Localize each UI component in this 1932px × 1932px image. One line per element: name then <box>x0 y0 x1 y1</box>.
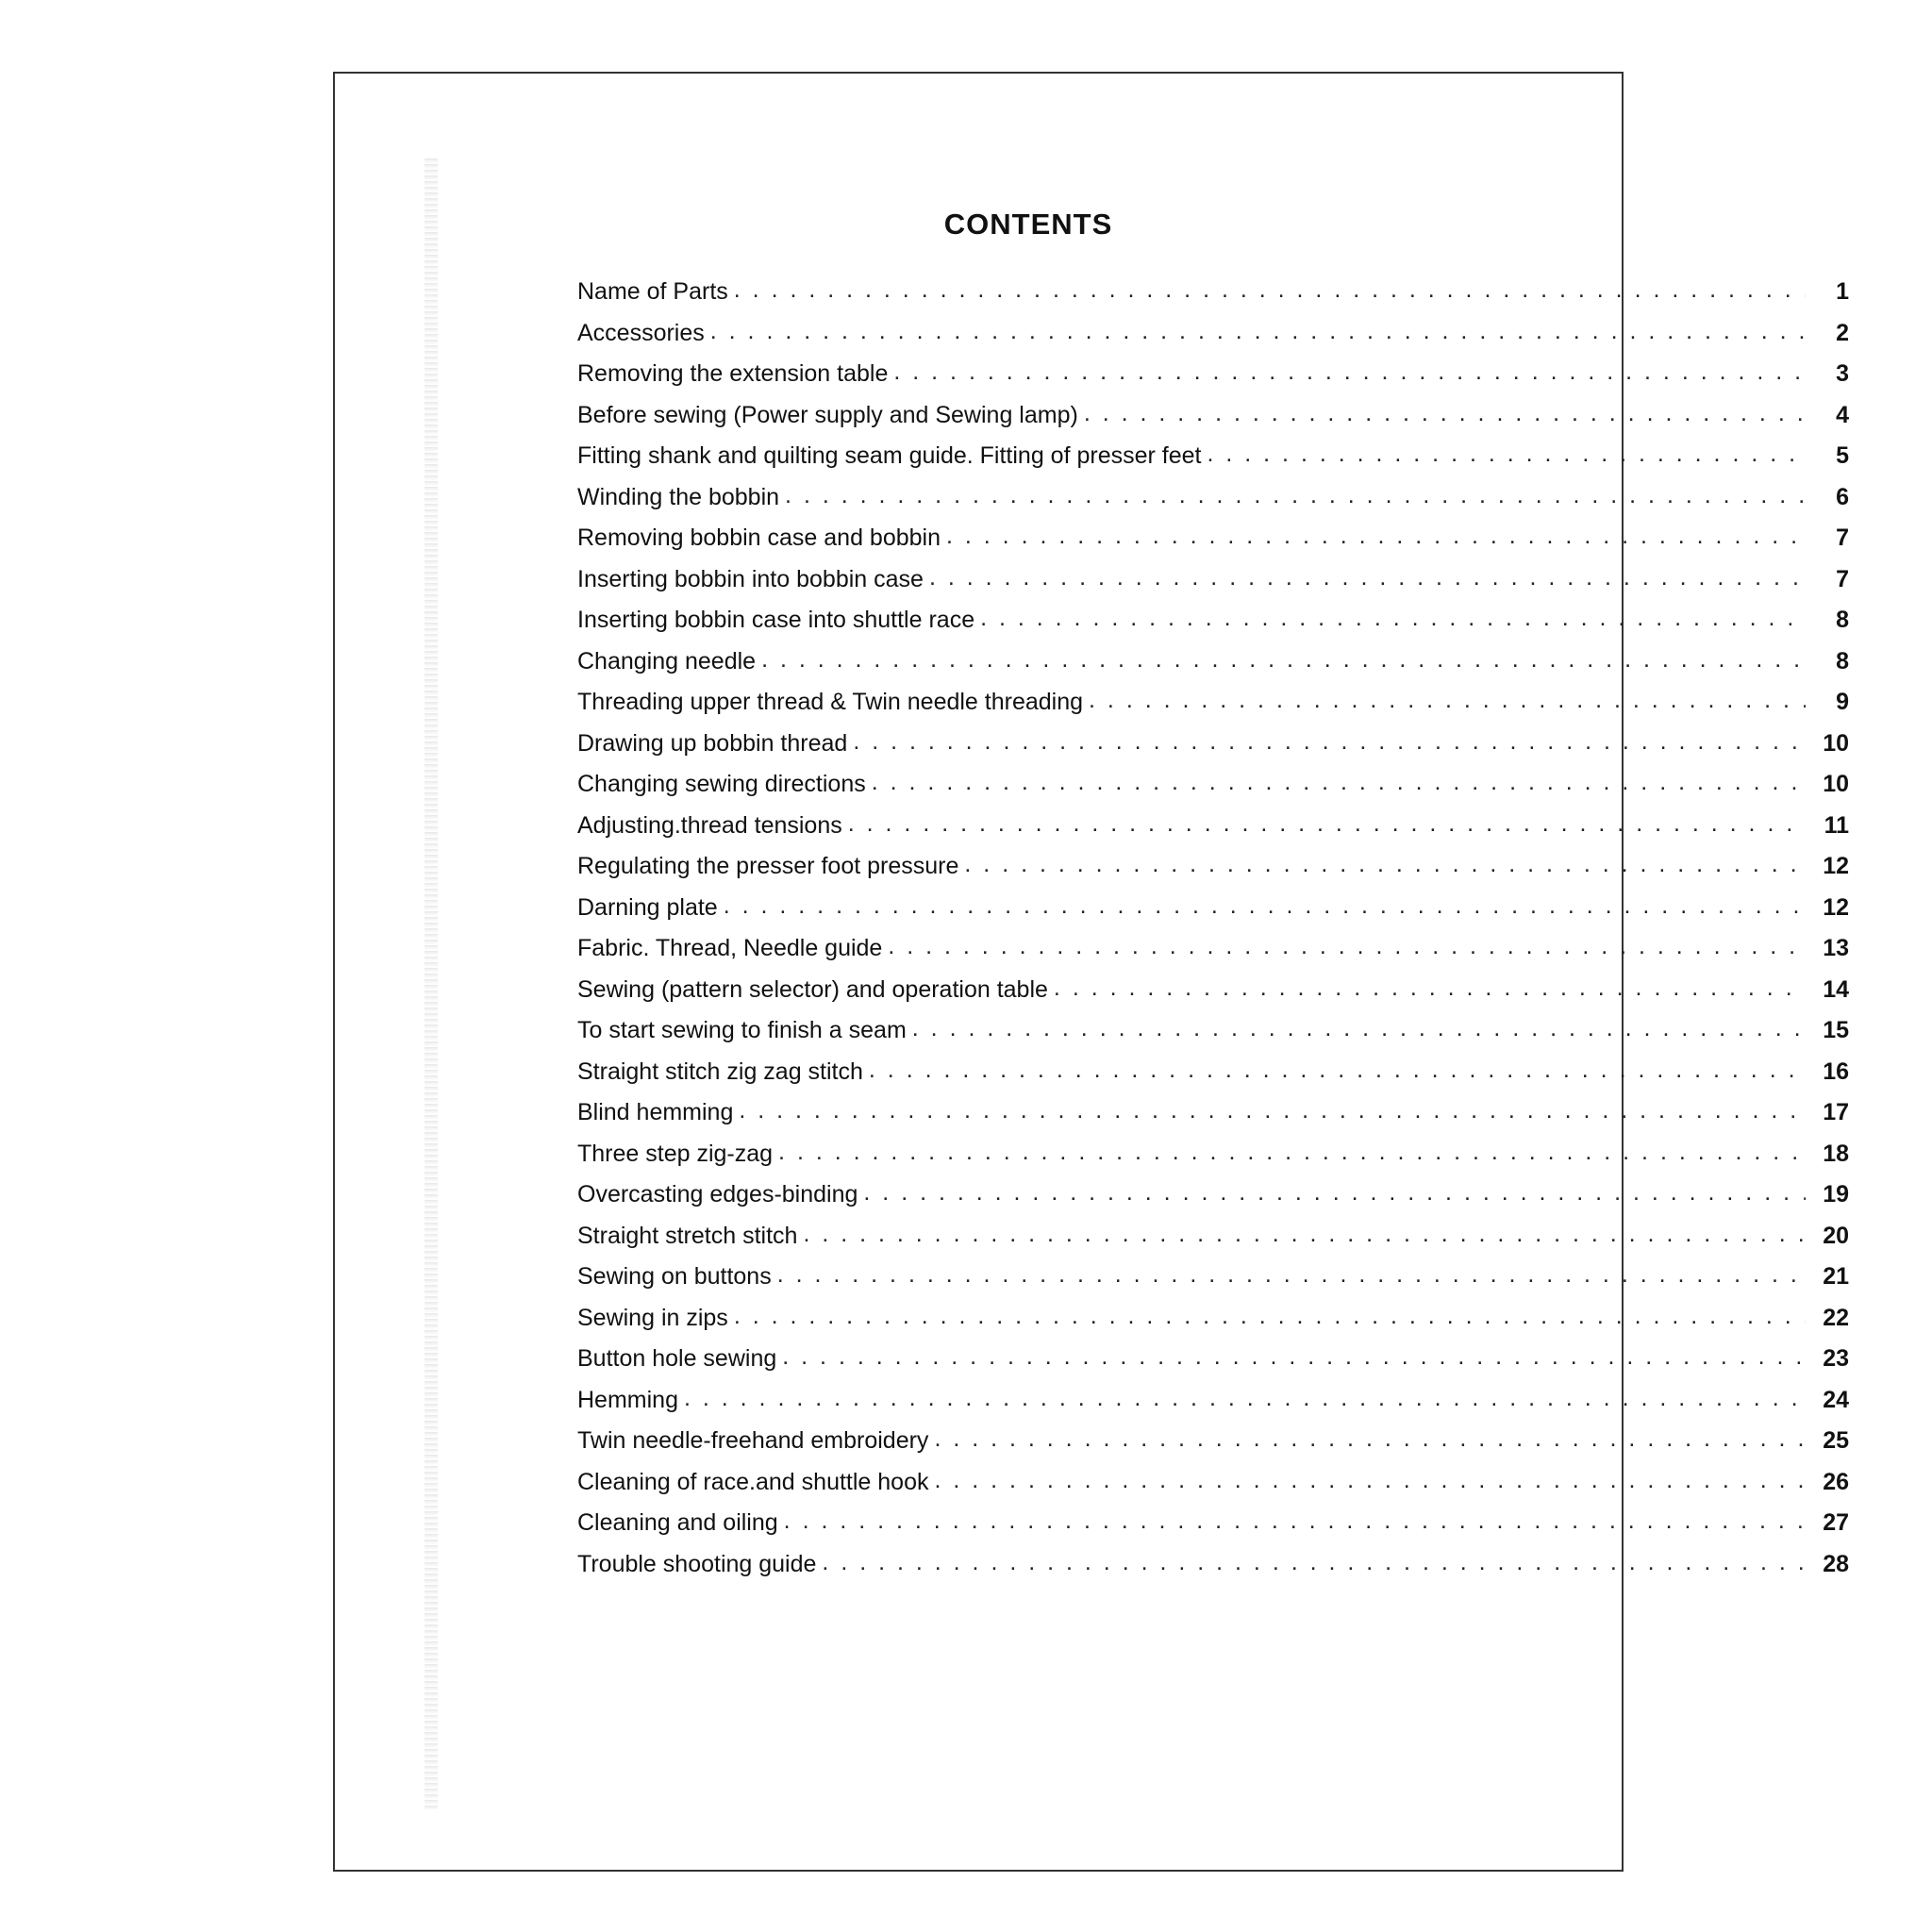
toc-entry <box>577 402 1849 443</box>
toc-entry-label: Adjusting.thread tensions <box>577 811 842 839</box>
toc-entry <box>577 894 1849 936</box>
toc-dot-leader <box>710 318 1806 345</box>
toc-dot-leader <box>912 1015 1806 1042</box>
toc-dot-leader <box>872 769 1806 796</box>
toc-dot-leader <box>784 1507 1806 1535</box>
toc-entry-page-number: 7 <box>1836 525 1849 551</box>
toc-entry-label: Changing sewing directions <box>577 771 866 797</box>
toc-dot-leader <box>929 564 1806 591</box>
toc-entry-label: Threading upper thread & Twin needle threading <box>577 689 1084 715</box>
toc-entry <box>577 607 1849 648</box>
toc-dot-leader <box>934 1467 1806 1494</box>
toc-dot-leader <box>739 1097 1806 1124</box>
toc-entry-page-number: 22 <box>1823 1304 1849 1331</box>
toc-entry <box>577 1305 1849 1346</box>
toc-entry <box>577 812 1849 854</box>
toc-dot-leader <box>724 892 1806 920</box>
toc-dot-leader <box>1207 441 1806 468</box>
toc-entry-page-number: 15 <box>1823 1017 1849 1043</box>
toc-entry-label: Sewing in zips <box>577 1304 728 1331</box>
toc-entry-label: Name of Parts <box>577 278 728 305</box>
toc-entry-page-number: 3 <box>1836 360 1849 387</box>
toc-entry-label: Fabric. Thread, Needle guide <box>577 935 883 961</box>
toc-entry <box>577 1017 1849 1058</box>
toc-entry-page-number: 8 <box>1836 647 1849 675</box>
toc-entry-label: Overcasting edges-binding <box>577 1181 858 1208</box>
toc-dot-leader <box>734 1303 1806 1330</box>
toc-entry-page-number: 25 <box>1823 1427 1849 1454</box>
toc-entry-page-number: 5 <box>1836 442 1849 469</box>
toc-entry-label: Three step zig-zag <box>577 1140 774 1167</box>
toc-entry <box>577 1551 1849 1592</box>
toc-entry-label: Removing the extension table <box>577 360 889 387</box>
toc-entry <box>577 689 1849 730</box>
toc-entry-label: Darning plate <box>577 893 718 921</box>
toc-entry-page-number: 12 <box>1823 853 1849 879</box>
toc-dot-leader <box>1084 400 1806 427</box>
toc-entry <box>577 1469 1849 1510</box>
toc-entry-label: Twin needle-freehand embroidery <box>577 1427 929 1454</box>
toc-entry-page-number: 27 <box>1823 1509 1849 1536</box>
toc-entry-page-number: 10 <box>1823 771 1849 797</box>
toc-dot-leader <box>777 1261 1806 1289</box>
toc-dot-leader <box>761 646 1806 674</box>
toc-dot-leader <box>1089 687 1806 714</box>
toc-entry-page-number: 18 <box>1823 1140 1849 1167</box>
toc-entry-label: Straight stitch zig zag stitch <box>577 1058 863 1085</box>
toc-entry-page-number: 13 <box>1823 935 1849 961</box>
toc-entry-page-number: 14 <box>1823 975 1849 1003</box>
toc-entry-label: Winding the bobbin <box>577 483 780 510</box>
toc-entry <box>577 935 1849 976</box>
toc-entry <box>577 1387 1849 1428</box>
toc-entry-label: Accessories <box>577 319 705 346</box>
toc-entry-page-number: 23 <box>1823 1345 1849 1372</box>
toc-entry-label: Changing needle <box>577 647 757 675</box>
toc-entry <box>577 1345 1849 1387</box>
document-page <box>333 72 1849 1872</box>
toc-entry-label: Removing bobbin case and bobbin <box>577 525 941 551</box>
toc-entry-label: Fitting shank and quilting seam guide. Fitting of presser feet <box>577 442 1202 469</box>
toc-entry-page-number: 11 <box>1824 811 1849 839</box>
toc-entry <box>577 566 1849 608</box>
toc-entry-page-number: 17 <box>1823 1099 1849 1125</box>
toc-dot-leader <box>964 851 1806 878</box>
table-of-contents <box>577 278 1849 1591</box>
toc-entry <box>577 1141 1849 1182</box>
toc-entry-label: Before sewing (Power supply and Sewing lamp) <box>577 401 1078 428</box>
toc-entry-page-number: 20 <box>1823 1222 1849 1249</box>
toc-dot-leader <box>785 482 1806 509</box>
toc-entry <box>577 442 1849 484</box>
toc-entry <box>577 1509 1849 1551</box>
toc-entry-page-number: 8 <box>1836 607 1849 633</box>
toc-dot-leader <box>893 358 1806 386</box>
toc-entry <box>577 525 1849 566</box>
toc-entry-page-number: 16 <box>1823 1058 1849 1085</box>
toc-dot-leader <box>734 276 1806 304</box>
toc-entry <box>577 360 1849 402</box>
toc-entry-page-number: 10 <box>1823 729 1849 757</box>
toc-entry-page-number: 7 <box>1836 565 1849 592</box>
toc-entry-page-number: 28 <box>1823 1550 1849 1577</box>
toc-dot-leader <box>863 1179 1806 1207</box>
toc-entry <box>577 1427 1849 1469</box>
toc-entry <box>577 853 1849 894</box>
toc-entry <box>577 1181 1849 1223</box>
toc-entry-page-number: 1 <box>1836 278 1849 305</box>
toc-entry <box>577 320 1849 361</box>
toc-dot-leader <box>934 1425 1806 1453</box>
toc-dot-leader <box>684 1385 1806 1412</box>
toc-entry <box>577 1058 1849 1100</box>
toc-dot-leader <box>853 728 1806 756</box>
toc-entry <box>577 730 1849 772</box>
toc-entry-page-number: 24 <box>1823 1386 1849 1413</box>
scan-binding-shadow <box>425 158 438 1809</box>
toc-entry-label: Button hole sewing <box>577 1345 777 1372</box>
toc-entry-label: Sewing (pattern selector) and operation table <box>577 975 1048 1003</box>
toc-dot-leader <box>803 1221 1806 1248</box>
toc-entry-label: Trouble shooting guide <box>577 1550 817 1577</box>
toc-entry-label: Straight stretch stitch <box>577 1222 798 1249</box>
toc-dot-leader <box>888 933 1806 960</box>
toc-dot-leader <box>1054 974 1806 1002</box>
toc-entry <box>577 1223 1849 1264</box>
toc-entry-label: Inserting bobbin into bobbin case <box>577 565 924 592</box>
toc-entry-page-number: 19 <box>1823 1181 1849 1208</box>
toc-entry-label: Regulating the presser foot pressure <box>577 853 959 879</box>
toc-dot-leader <box>822 1549 1806 1576</box>
toc-entry <box>577 484 1849 525</box>
toc-entry-label: Hemming <box>577 1386 678 1413</box>
toc-entry-page-number: 21 <box>1823 1263 1849 1290</box>
toc-entry-page-number: 6 <box>1836 483 1849 510</box>
toc-entry-label: Inserting bobbin case into shuttle race <box>577 607 975 633</box>
toc-entry <box>577 278 1849 320</box>
toc-dot-leader <box>946 523 1806 550</box>
toc-dot-leader <box>848 810 1806 838</box>
toc-dot-leader <box>869 1057 1806 1084</box>
toc-entry-page-number: 12 <box>1823 893 1849 921</box>
toc-entry <box>577 648 1849 690</box>
toc-entry <box>577 1099 1849 1141</box>
toc-dot-leader <box>778 1139 1806 1166</box>
toc-entry-page-number: 4 <box>1836 401 1849 428</box>
toc-entry <box>577 771 1849 812</box>
toc-entry-label: To start sewing to finish a seam <box>577 1017 907 1043</box>
toc-entry <box>577 976 1849 1018</box>
toc-entry <box>577 1263 1849 1305</box>
toc-entry-label: Cleaning and oiling <box>577 1509 778 1536</box>
toc-entry-label: Sewing on buttons <box>577 1263 772 1290</box>
toc-entry-label: Blind hemming <box>577 1099 734 1125</box>
toc-entry-page-number: 9 <box>1836 689 1849 715</box>
toc-entry-label: Cleaning of race.and shuttle hook <box>577 1468 929 1495</box>
toc-entry-label: Drawing up bobbin thread <box>577 729 848 757</box>
toc-dot-leader <box>782 1343 1806 1371</box>
toc-entry-page-number: 2 <box>1836 319 1849 346</box>
toc-entry-page-number: 26 <box>1823 1468 1849 1495</box>
toc-dot-leader <box>980 605 1806 632</box>
page-title: CONTENTS <box>943 208 1113 241</box>
